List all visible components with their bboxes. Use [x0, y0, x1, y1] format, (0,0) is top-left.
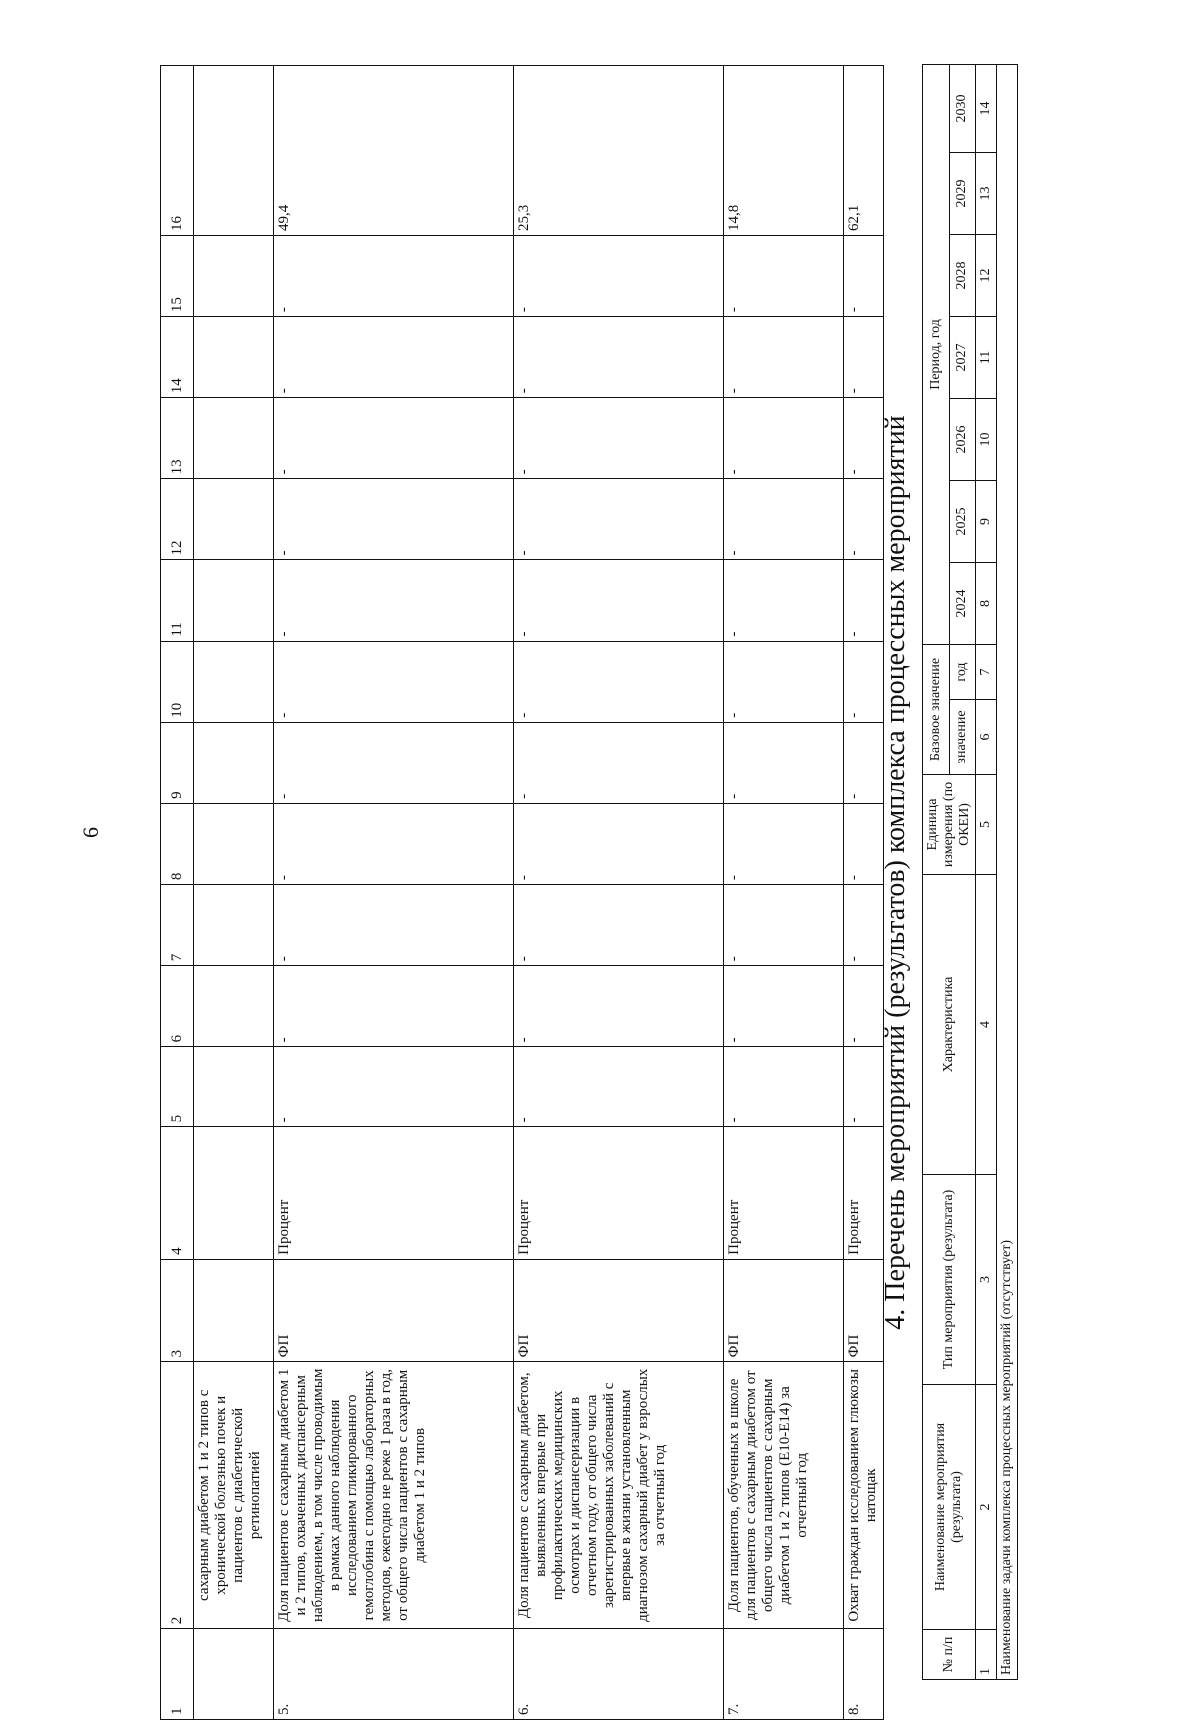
value-cell: -	[844, 722, 884, 803]
value-cell: -	[724, 479, 844, 560]
col-number: 5	[161, 1047, 194, 1127]
value-cell: -	[844, 885, 884, 966]
col-number: 15	[161, 235, 194, 316]
year-header: 2029	[949, 152, 976, 234]
value-cell: -	[514, 641, 724, 722]
value-cell: -	[844, 560, 884, 641]
table-row	[724, 66, 844, 1720]
value-cell: -	[724, 398, 844, 479]
col-number: 2	[161, 1362, 194, 1629]
value-cell: -	[724, 317, 844, 398]
indicator-type: ФП	[724, 1259, 844, 1362]
value-cell: -	[514, 722, 724, 803]
year-header: 2028	[949, 234, 976, 316]
value-cell: -	[274, 641, 514, 722]
header-name: Наименование мероприятия (результата)	[923, 1385, 976, 1630]
col-number: 2	[976, 1385, 997, 1630]
value-cell: 62,1	[844, 66, 884, 236]
value-cell: -	[724, 235, 844, 316]
indicator-unit: Процент	[844, 1127, 884, 1259]
value-cell: -	[514, 398, 724, 479]
col-number: 8	[161, 803, 194, 884]
indicator-name: Доля пациентов с сахарным диабетом, выявленных впервые при профилактических медицинских осмотрах и диспансеризации в отчетном году, от общего числа зарегистрированных заболеваний с впервые в жизни установленным диагнозом сахарный диабет у взрослых за отчетный год	[514, 1362, 724, 1629]
col-number: 12	[161, 479, 194, 560]
value-cell: -	[274, 966, 514, 1047]
indicator-name: Доля пациентов с сахарным диабетом 1 и 2 типов, охваченных диспансерным наблюдением, в том числе проводимым в рамках данного наблюдения исследованием гликированного гемоглобина с помощью лабораторных методов, ежегодно не реже 1 раза в год, от общего числа пациентов с сахарным диабетом 1 и 2 типов	[274, 1362, 514, 1629]
value-cell: 14,8	[724, 66, 844, 236]
indicator-unit: Процент	[724, 1127, 844, 1259]
col-number: 3	[976, 1175, 997, 1385]
col-number: 11	[161, 560, 194, 641]
page-number: 6	[78, 827, 103, 838]
indicator-type: ФП	[274, 1259, 514, 1362]
table-row	[844, 66, 884, 1720]
value-cell: -	[514, 803, 724, 884]
value-cell: -	[724, 966, 844, 1047]
col-number: 12	[976, 234, 997, 316]
value-cell: -	[514, 317, 724, 398]
rotated-content	[160, 65, 1190, 1720]
col-number: 7	[161, 885, 194, 966]
value-cell: -	[724, 885, 844, 966]
column-numbers-row	[161, 66, 194, 1720]
column-numbers-row	[976, 64, 997, 1679]
section-title: 4. Перечень мероприятий (результатов) комплекса процессных мероприятий	[880, 415, 911, 1330]
value-cell: -	[274, 803, 514, 884]
value-cell: -	[844, 235, 884, 316]
measures-table	[922, 64, 1018, 1680]
value-cell: -	[514, 885, 724, 966]
year-header: 2026	[949, 398, 976, 480]
col-number: 10	[976, 398, 997, 480]
col-number: 1	[976, 1630, 997, 1680]
header-base: Базовое значение	[923, 644, 950, 774]
year-header: 2027	[949, 316, 976, 398]
table-row	[274, 66, 514, 1720]
value-cell: -	[724, 722, 844, 803]
value-cell: -	[274, 235, 514, 316]
indicator-name: Доля пациентов, обученных в школе для пациентов с сахарным диабетом от общего числа пациентов с сахарным диабетом 1 и 2 типов (E10-E14) за отчетный год	[724, 1362, 844, 1629]
value-cell: -	[844, 966, 884, 1047]
col-number: 5	[976, 775, 997, 875]
value-cell: -	[514, 235, 724, 316]
value-cell: -	[724, 1047, 844, 1127]
value-cell: -	[724, 641, 844, 722]
row-number: 5.	[274, 1629, 514, 1720]
value-cell: -	[844, 641, 884, 722]
value-cell: -	[514, 966, 724, 1047]
value-cell: -	[724, 803, 844, 884]
indicator-name: сахарным диабетом 1 и 2 типов с хронической болезнью почек и пациентов с диабетической ретинопатией	[194, 1362, 274, 1629]
header-unit: Единица измерения (по ОКЕИ)	[923, 775, 976, 875]
value-cell: -	[844, 479, 884, 560]
value-cell: -	[844, 803, 884, 884]
col-number: 1	[161, 1629, 194, 1720]
value-cell: -	[844, 398, 884, 479]
value-cell: -	[274, 398, 514, 479]
col-number: 9	[161, 722, 194, 803]
value-cell: -	[514, 1047, 724, 1127]
indicator-type: ФП	[514, 1259, 724, 1362]
row-number: 8.	[844, 1629, 884, 1720]
value-cell: -	[844, 317, 884, 398]
indicator-unit: Процент	[514, 1127, 724, 1259]
header-num: № п/п	[923, 1630, 976, 1680]
table-row	[194, 66, 274, 1720]
header-row	[923, 64, 950, 1679]
value-cell: -	[514, 479, 724, 560]
col-number: 14	[976, 64, 997, 152]
indicator-unit: Процент	[274, 1127, 514, 1259]
col-number: 13	[976, 152, 997, 234]
header-base-value: значение	[949, 700, 976, 775]
value-cell: -	[274, 885, 514, 966]
row-number: 7.	[724, 1629, 844, 1720]
col-number: 9	[976, 480, 997, 562]
task-name: Наименование задачи комплекса процессных мероприятий (отсутствует)	[997, 64, 1018, 1679]
col-number: 4	[161, 1127, 194, 1259]
year-header: 2030	[949, 64, 976, 152]
header-characteristic: Характеристика	[923, 875, 976, 1175]
value-cell: -	[274, 1047, 514, 1127]
value-cell: -	[274, 317, 514, 398]
col-number: 16	[161, 66, 194, 236]
col-number: 11	[976, 316, 997, 398]
task-row	[997, 64, 1018, 1679]
year-header: 2025	[949, 480, 976, 562]
col-number: 3	[161, 1259, 194, 1362]
col-number: 4	[976, 875, 997, 1175]
row-number: 6.	[514, 1629, 724, 1720]
header-type: Тип мероприятия (результата)	[923, 1175, 976, 1385]
col-number: 6	[161, 966, 194, 1047]
value-cell: -	[274, 560, 514, 641]
col-number: 7	[976, 644, 997, 699]
value-cell: -	[724, 560, 844, 641]
col-number: 10	[161, 641, 194, 722]
row-number	[194, 1629, 274, 1720]
value-cell: 25,3	[514, 66, 724, 236]
col-number: 14	[161, 317, 194, 398]
col-number: 13	[161, 398, 194, 479]
col-number: 8	[976, 562, 997, 644]
value-cell: -	[514, 560, 724, 641]
value-cell: -	[274, 479, 514, 560]
value-cell: 49,4	[274, 66, 514, 236]
value-cell: -	[844, 1047, 884, 1127]
table-row	[514, 66, 724, 1720]
value-cell: -	[274, 722, 514, 803]
header-base-year: год	[949, 644, 976, 699]
year-header: 2024	[949, 562, 976, 644]
indicator-name: Охват граждан исследованием глюкозы натощак	[844, 1362, 884, 1629]
header-period: Период, год	[923, 64, 950, 644]
indicators-table	[160, 65, 884, 1720]
col-number: 6	[976, 700, 997, 775]
indicator-type: ФП	[844, 1259, 884, 1362]
